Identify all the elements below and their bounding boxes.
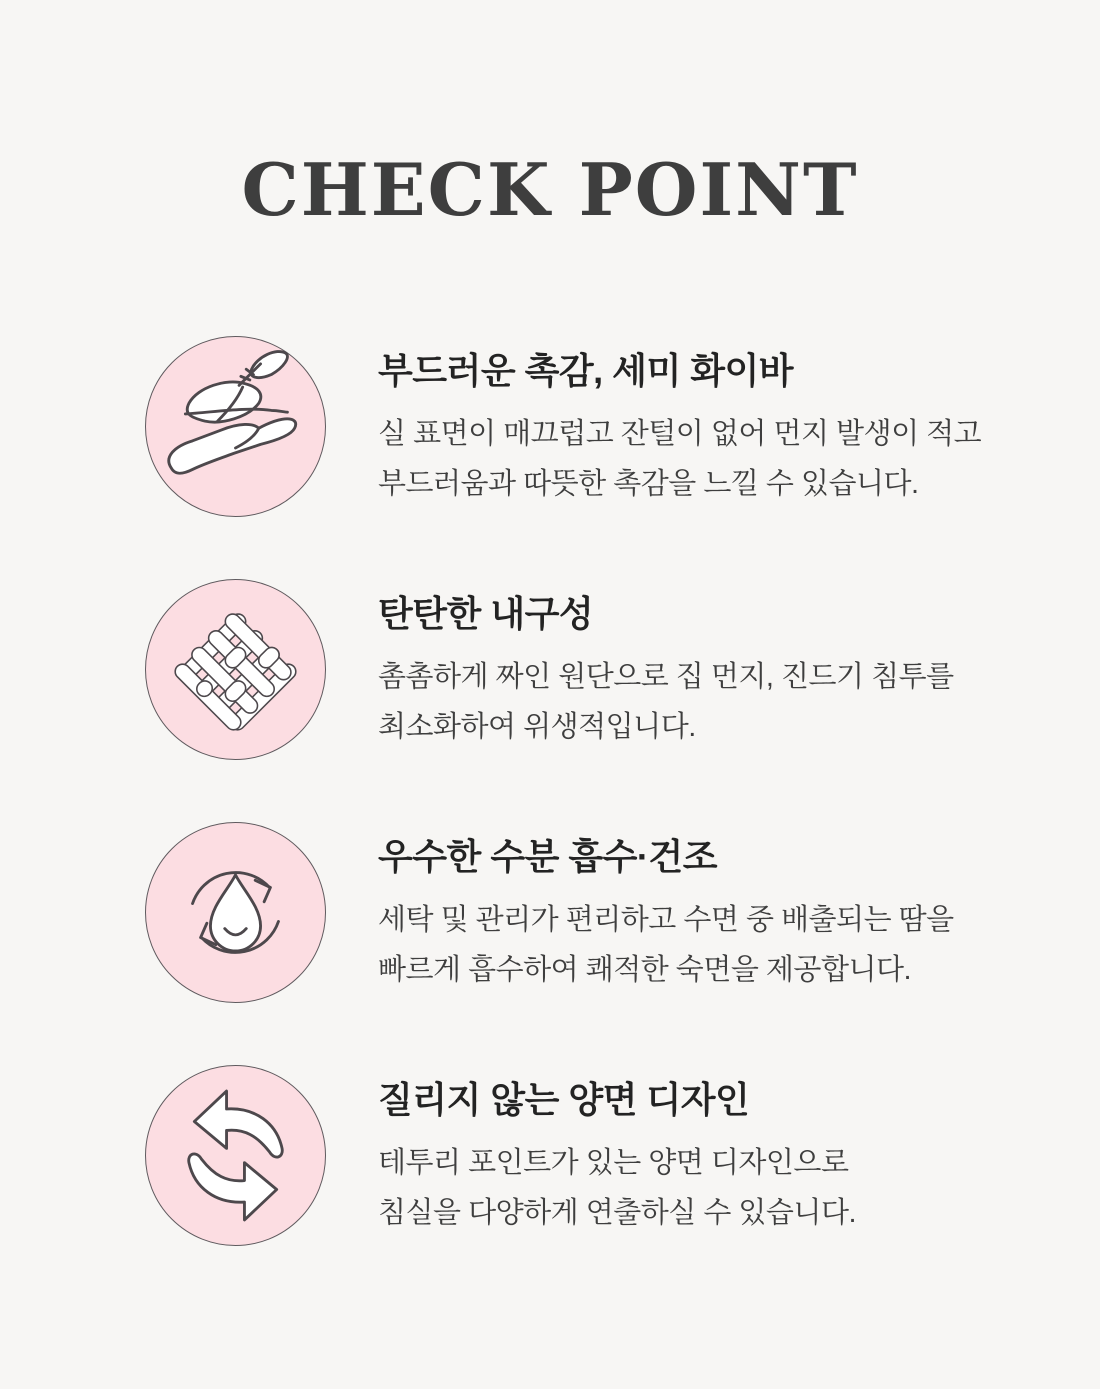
- checkpoint-text: [378, 336, 981, 509]
- checkpoint-body: [378, 652, 954, 752]
- checkpoint-heading: 부드러운 촉감, 세미 화이바: [378, 349, 794, 391]
- list-item: [145, 822, 1100, 1003]
- checkpoint-body: [378, 409, 981, 509]
- checkpoint-list: [0, 336, 1100, 1246]
- body-line: 세탁 및 관리가 편리하고 수면 중 배출되는 땀을: [378, 903, 954, 936]
- checkpoint-heading: 질리지 않는 양면 디자인: [378, 1078, 750, 1120]
- checkpoint-body: [378, 895, 954, 995]
- body-line: 테투리 포인트가 있는 양면 디자인으로: [378, 1146, 849, 1179]
- list-item: [145, 579, 1100, 760]
- page-title: CHECK POINT: [241, 147, 859, 232]
- water-drop-cycle-icon: [145, 822, 326, 1003]
- checkpoint-text: [378, 822, 954, 995]
- checkpoint-body: [378, 1138, 856, 1238]
- woven-fabric-icon: [145, 579, 326, 760]
- body-line: 부드러움과 따뜻한 촉감을 느낄 수 있습니다.: [378, 467, 919, 500]
- body-line: 촘촘하게 짜인 원단으로 집 먼지, 진드기 침투를: [378, 660, 954, 693]
- body-line: 침실을 다양하게 연출하실 수 있습니다.: [378, 1196, 857, 1229]
- body-line: 빠르게 흡수하여 쾌적한 숙면을 제공합니다.: [378, 953, 912, 986]
- checkpoint-text: [378, 1065, 856, 1238]
- checkpoint-text: [378, 579, 954, 752]
- checkpoint-heading: 탄탄한 내구성: [378, 592, 594, 634]
- list-item: [145, 336, 1100, 517]
- body-line: 실 표면이 매끄럽고 잔털이 없어 먼지 발생이 적고: [378, 417, 982, 450]
- checkpoint-heading: 우수한 수분 흡수·건조: [378, 835, 717, 877]
- body-line: 최소화하여 위생적입니다.: [378, 710, 696, 743]
- feather-on-hand-icon: [145, 336, 326, 517]
- reversible-swap-arrows-icon: [145, 1065, 326, 1246]
- list-item: [145, 1065, 1100, 1246]
